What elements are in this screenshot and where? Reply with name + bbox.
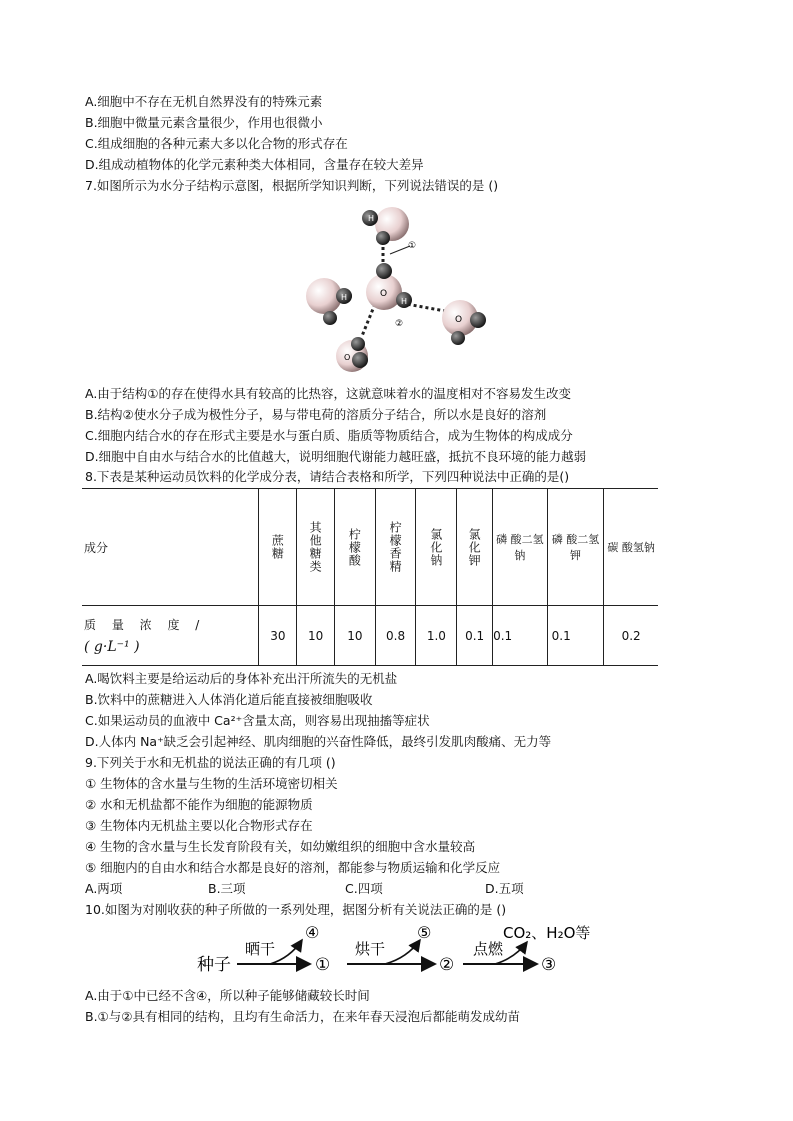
table-cell: 0.1 [547, 606, 604, 666]
col-nah2po4: 磷 酸二氢钠 [493, 489, 548, 606]
col-other-sugars: 其他糖类 [308, 521, 323, 573]
seed-label: 种子 [197, 955, 231, 975]
water-molecule-diagram [300, 196, 500, 376]
q9-choice-b: B.三项 [208, 881, 246, 896]
table-cell: 30 [259, 606, 297, 666]
col-nacl: 氯化钠 [428, 527, 443, 567]
q6-option-d: D.组成动植物体的化学元素种类大体相同，含量存在较大差异 [85, 157, 424, 172]
row-header-line2: ( g·L⁻¹ ) [84, 638, 140, 655]
label-1: ① [408, 241, 417, 251]
q7-stem: 7.如图所示为水分子结构示意图，根据所学知识判断，下列说法错误的是 () [85, 178, 499, 193]
table-cell: 0.1 [457, 606, 493, 666]
step-oven-dry: 烘干 [355, 940, 386, 958]
q9-item-4: ④ 生物的含水量与生长发育阶段有关，如幼嫩组织的细胞中含水量较高 [85, 839, 476, 854]
svg-text:H: H [368, 214, 375, 223]
q7-option-d: D.细胞中自由水与结合水的比值越大，说明细胞代谢能力越旺盛，抵抗不良环境的能力越弱 [85, 449, 587, 464]
q6-option-b: B.细胞中微量元素含量很少，作用也很微小 [85, 115, 323, 130]
q9-choices [85, 881, 524, 897]
col-nahco3: 碳 酸氢钠 [604, 489, 658, 606]
q7-option-b: B.结构②使水分子成为极性分子，易与带电荷的溶质分子结合，所以水是良好的溶剂 [85, 407, 547, 422]
table-cell: 10 [297, 606, 335, 666]
label-2: ② [395, 319, 404, 329]
q10-option-b: B.①与②具有相同的结构，且均有生命活力，在来年春天浸泡后都能萌发成幼苗 [85, 1009, 520, 1024]
product-3: ③ [541, 955, 557, 975]
q9-item-2: ② 水和无机盐都不能作为细胞的能源物质 [85, 797, 313, 812]
table-cell: 0.2 [604, 606, 658, 666]
svg-text:H: H [401, 297, 408, 306]
product-2: ② [439, 955, 455, 975]
q7-option-a: A.由于结构①的存在使得水具有较高的比热容，这就意味着水的温度相对不容易发生改变 [85, 386, 572, 401]
q8-option-a: A.喝饮料主要是给运动后的身体补充出汗所流失的无机盐 [85, 671, 398, 686]
step-sun-dry: 晒干 [245, 940, 276, 958]
col-lemon-flavor: 柠檬香精 [388, 521, 403, 573]
composition-table [82, 488, 658, 666]
table-cell: 10 [334, 606, 375, 666]
q9-stem: 9.下列关于水和无机盐的说法正确的有几项 () [85, 755, 336, 770]
q9-item-5: ⑤ 细胞内的自由水和结合水都是良好的溶剂，都能参与物质运输和化学反应 [85, 860, 501, 875]
step-ignite: 点燃 [473, 940, 504, 958]
col-kcl: 氯化钾 [467, 527, 482, 567]
q8-option-c: C.如果运动员的血液中 Ca²⁺含量太高，则容易出现抽搐等症状 [85, 713, 430, 728]
q8-option-d: D.人体内 Na⁺缺乏会引起神经、肌肉细胞的兴奋性降低，最终引发肌肉酸痛、无力等 [85, 734, 552, 749]
table-cell: 1.0 [416, 606, 457, 666]
table-cell: 0.1 [493, 606, 548, 666]
product-4: ④ [305, 923, 320, 942]
table-header-component: 成分 [82, 489, 259, 606]
q8-option-b: B.饮料中的蔗糖进入人体消化道后能直接被细胞吸收 [85, 692, 373, 707]
q7-option-c: C.细胞内结合水的存在形式主要是水与蛋白质、脂质等物质结合，成为生物体的构成成分 [85, 428, 573, 443]
q8-stem: 8.下表是某种运动员饮料的化学成分表，请结合表格和所学，下列四种说法中正确的是() [85, 469, 570, 484]
q9-item-3: ③ 生物体内无机盐主要以化合物形式存在 [85, 818, 313, 833]
q6-option-a: A.细胞中不存在无机自然界没有的特殊元素 [85, 94, 323, 109]
products-co2-h2o: CO₂、H₂O等 [503, 924, 591, 942]
q9-choice-c: C.四项 [345, 881, 383, 896]
q9-item-1: ① 生物体的含水量与生物的生活环境密切相关 [85, 776, 338, 791]
seed-treatment-diagram [195, 918, 615, 982]
svg-text:O: O [455, 315, 463, 325]
table-cell: 0.8 [375, 606, 416, 666]
q10-stem: 10.如图为对刚收获的种子所做的一系列处理，据图分析有关说法正确的是 () [85, 902, 507, 917]
product-1: ① [315, 955, 331, 975]
col-sucrose: 蔗糖 [270, 534, 285, 560]
q9-choice-a: A.两项 [85, 881, 123, 896]
q9-choice-d: D.五项 [485, 881, 524, 896]
q10-option-a: A.由于①中已经不含④，所以种子能够储藏较长时间 [85, 988, 370, 1003]
svg-text:O: O [380, 289, 388, 299]
q6-option-c: C.组成细胞的各种元素大多以化合物的形式存在 [85, 136, 348, 151]
svg-text:O: O [344, 353, 351, 362]
col-kh2po4: 磷 酸二氢钾 [547, 489, 604, 606]
col-citric-acid: 柠檬酸 [347, 527, 362, 567]
row-header-line1: 质 量 浓 度 / [84, 617, 206, 632]
product-5: ⑤ [417, 923, 432, 942]
svg-text:H: H [341, 293, 348, 302]
